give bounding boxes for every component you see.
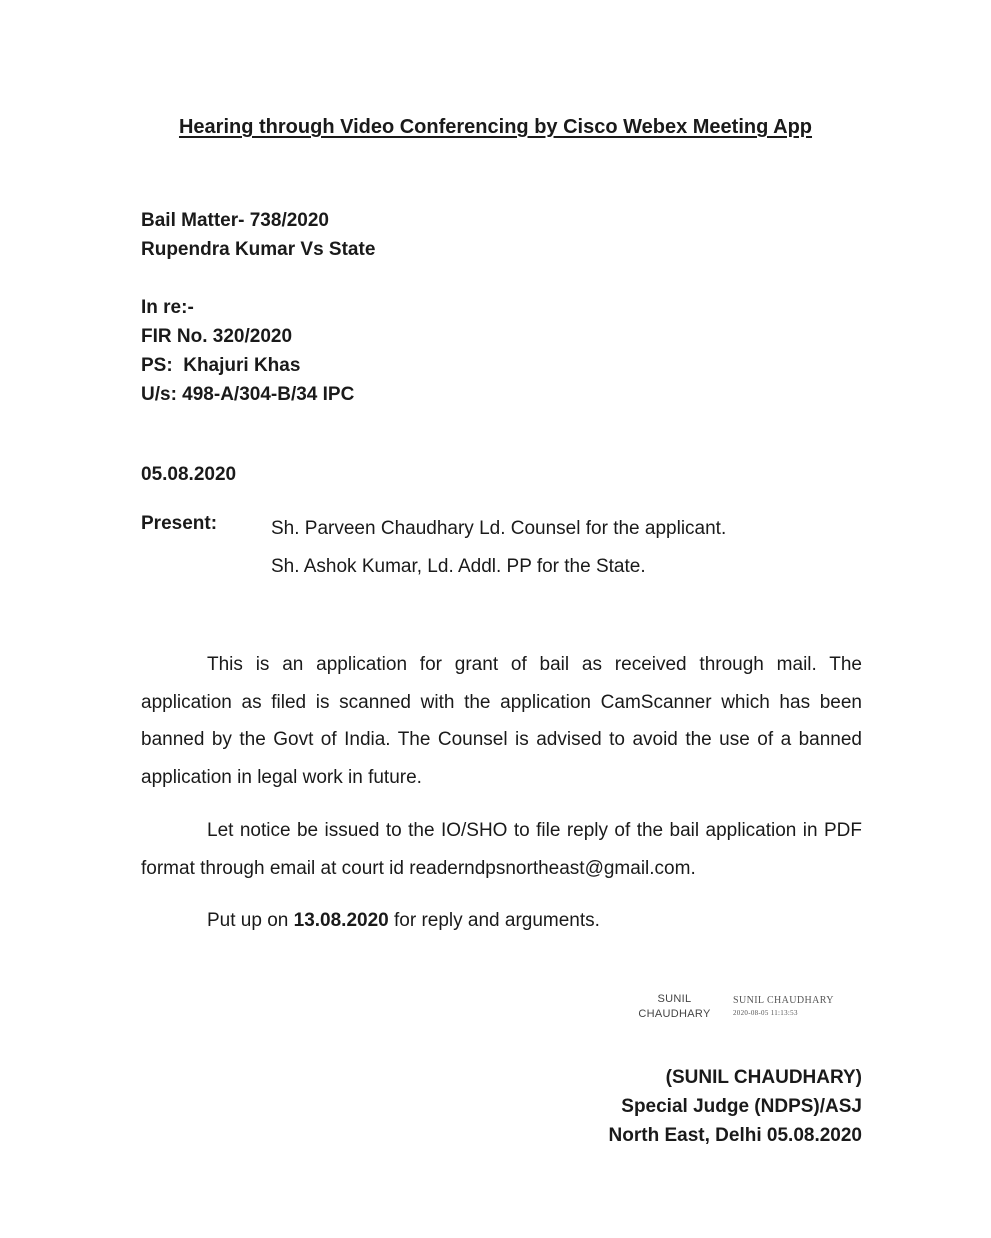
signature-name-line2: CHAUDHARY (638, 1008, 711, 1020)
case-details (141, 206, 375, 264)
police-station: PS: Khajuri Khas (141, 355, 301, 376)
next-hearing-date: 13.08.2020 (293, 910, 389, 931)
in-re-details (141, 293, 354, 409)
judge-name: (SUNIL CHAUDHARY) (665, 1067, 862, 1088)
paragraph-put-up (141, 902, 862, 940)
sections: U/s: 498-A/304-B/34 IPC (141, 384, 355, 405)
put-up-prefix: Put up on (207, 910, 294, 931)
counsel-state: Sh. Ashok Kumar, Ld. Addl. PP for the State. (271, 556, 646, 577)
paragraph-notice: Let notice be issued to the IO/SHO to file reply of the bail application in PDF format through email at court id readerndpsnortheast@gmail.com. (141, 820, 862, 879)
bail-matter-number: Bail Matter- 738/2020 (141, 210, 329, 231)
judge-place-date: North East, Delhi 05.08.2020 (608, 1125, 862, 1146)
put-up-suffix: for reply and arguments. (388, 910, 600, 931)
case-parties: Rupendra Kumar Vs State (141, 239, 376, 260)
signed-by: SUNIL CHAUDHARY (733, 995, 834, 1006)
present-list (271, 513, 726, 589)
fir-number: FIR No. 320/2020 (141, 326, 293, 347)
judge-designation: Special Judge (NDPS)/ASJ (621, 1096, 862, 1117)
present-label: Present: (141, 513, 218, 534)
signature-timestamp: 2020-08-05 11:13:53 (733, 1009, 798, 1017)
order-date: 05.08.2020 (141, 464, 237, 485)
signature-name (627, 992, 722, 1022)
judge-signature-block (609, 1063, 862, 1150)
in-re-label: In re:- (141, 297, 194, 318)
signature-details (733, 994, 867, 1018)
paragraph-application: This is an application for grant of bail as received through mail. The application as filed is scanned with the application CamScanner which has been banned by the Govt of India. The Counsel is advised to avoid the use of a banned application in legal work in future. (141, 654, 862, 788)
document-title: Hearing through Video Conferencing by Cisco Webex Meeting App (178, 116, 813, 138)
signature-name-line1: SUNIL (657, 993, 692, 1005)
digital-signature-stamp (627, 992, 867, 1026)
counsel-applicant: Sh. Parveen Chaudhary Ld. Counsel for the applicant. (271, 518, 727, 539)
